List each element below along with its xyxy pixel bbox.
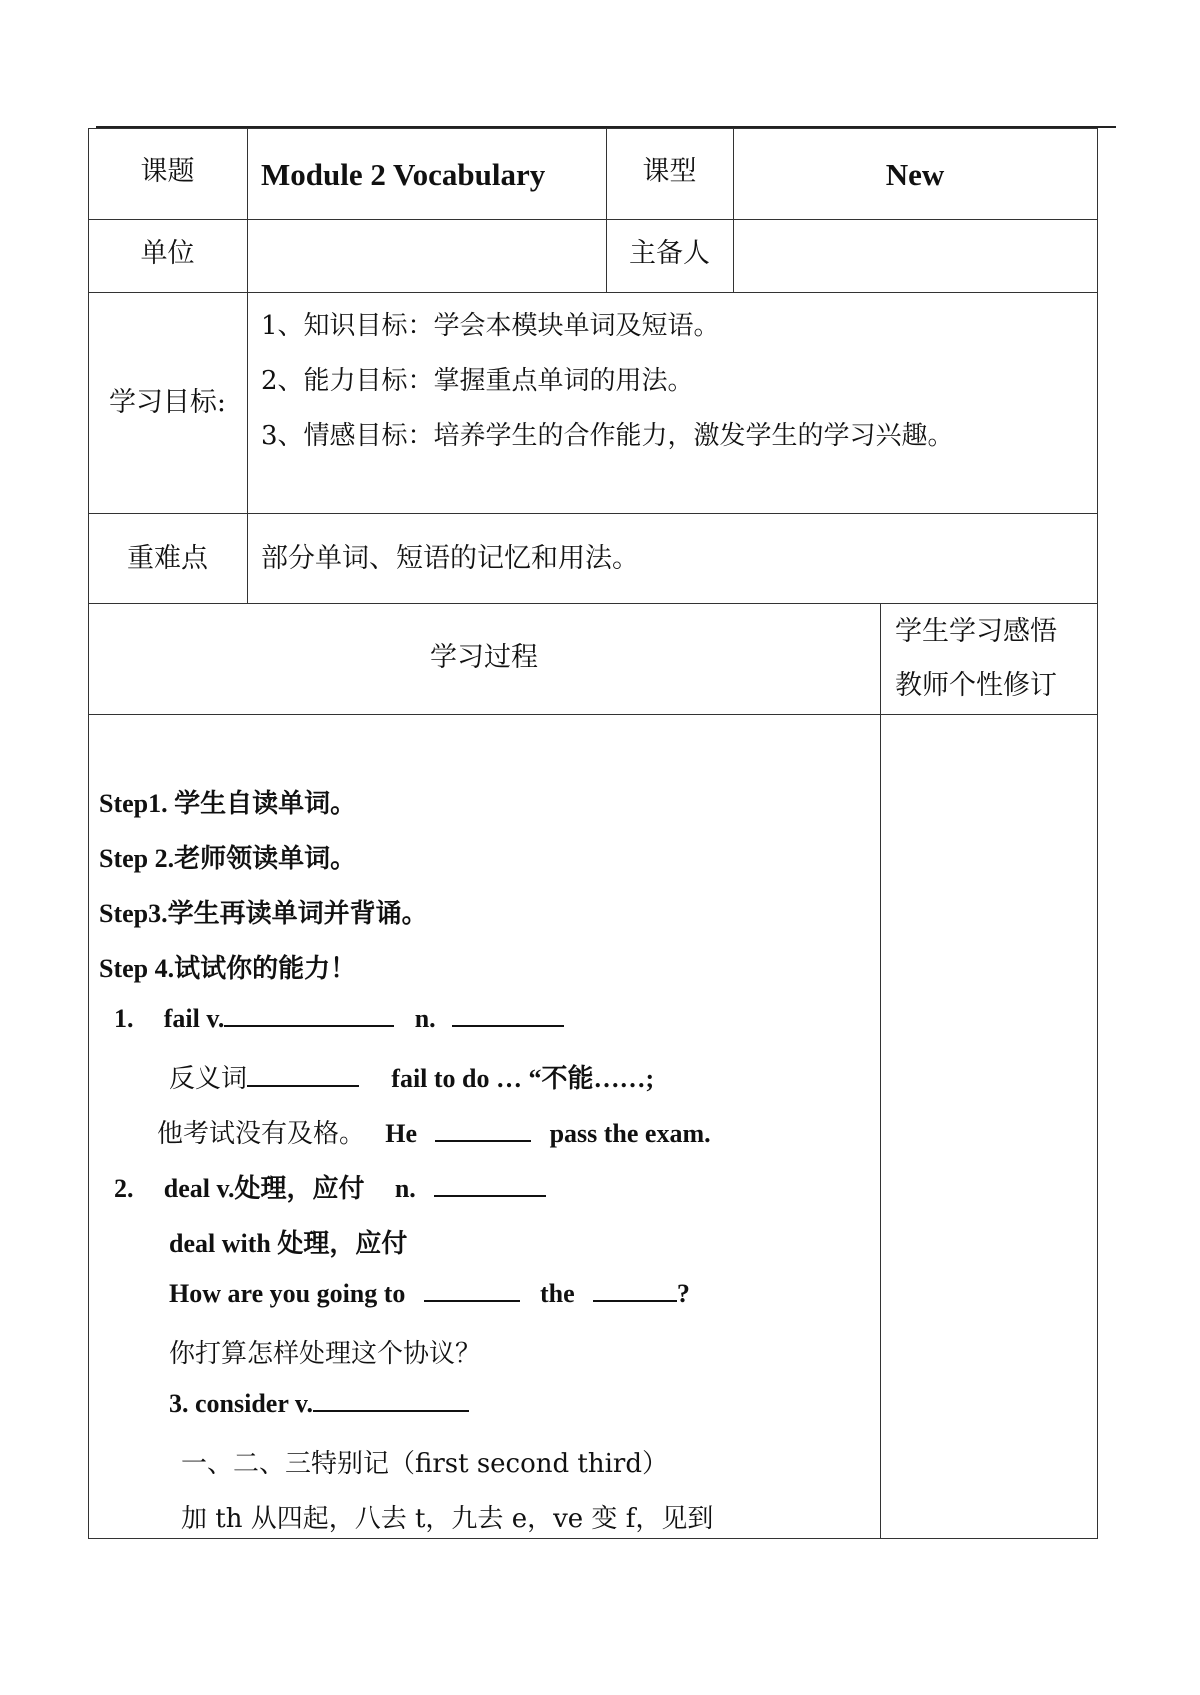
- table-border-top: [88, 128, 1098, 129]
- item-1-number: 1.: [114, 1004, 134, 1033]
- table-border-bottom: [88, 1538, 1098, 1539]
- row-divider-4: [88, 603, 1098, 604]
- key-points-value: 部分单词、短语的记忆和用法。: [261, 543, 639, 574]
- item-1-blank-example[interactable]: [435, 1118, 531, 1142]
- step-1: Step1. 学生自读单词。: [99, 789, 357, 818]
- item-1-noun: n.: [414, 1004, 436, 1033]
- item-1-example-cn: 他考试没有及格。: [157, 1119, 366, 1149]
- type-label: 课型: [642, 156, 697, 187]
- item-1-example-line: [157, 1113, 711, 1150]
- label-column-divider: [247, 128, 248, 603]
- row-divider-1: [88, 219, 1098, 220]
- table-border-right: [1097, 128, 1098, 1538]
- unit-label: 单位: [140, 238, 195, 269]
- item-1-blank-noun[interactable]: [452, 1003, 564, 1027]
- objective-item-2: 2、能力目标：掌握重点单词的用法。: [261, 366, 694, 396]
- row-divider-3: [88, 513, 1098, 514]
- ordinal-rule-1: 一、二、三特别记（first second third）: [181, 1449, 669, 1479]
- item-2-blank-object[interactable]: [593, 1278, 677, 1302]
- item-1-he: He: [385, 1119, 418, 1148]
- topic-value: Module 2 Vocabulary: [261, 157, 546, 192]
- row-divider-2: [88, 292, 1098, 293]
- item-3-consider: 3. consider v.: [169, 1389, 313, 1418]
- item-2-question-line: [169, 1278, 690, 1309]
- process-header-label: 学习过程: [430, 642, 538, 673]
- type-value: New: [885, 157, 945, 192]
- step-3: Step3.学生再读单词并背诵。: [99, 899, 428, 928]
- item-2-deal: deal v.处理，应付: [163, 1174, 365, 1203]
- key-points-label: 重难点: [127, 543, 208, 574]
- topic-label: 课题: [140, 156, 195, 187]
- item-1-blank-antonym[interactable]: [247, 1063, 359, 1087]
- process-side-line-1: 学生学习感悟: [895, 616, 1057, 647]
- item-2-the: the: [539, 1279, 575, 1308]
- item-1-blank-verb[interactable]: [224, 1003, 394, 1027]
- preparer-label: 主备人: [629, 238, 710, 269]
- table-border-left: [88, 128, 89, 1538]
- ordinal-rule-2: 加 th 从四起，八去 t，九去 e，ve 变 f，见到: [181, 1504, 714, 1534]
- item-1-pass: pass the exam.: [549, 1119, 711, 1148]
- objective-item-1: 1、知识目标：学会本模块单词及短语。: [261, 311, 720, 341]
- item-2-example-cn: 你打算怎样处理这个协议？: [169, 1339, 482, 1369]
- step-2: Step 2.老师领读单词。: [99, 844, 357, 873]
- objectives-label: 学习目标:: [108, 387, 227, 418]
- objective-item-3: 3、情感目标：培养学生的合作能力，激发学生的学习兴趣。: [261, 421, 954, 451]
- item-1-antonym-label: 反义词: [169, 1064, 248, 1094]
- item-1-antonym-line: [169, 1058, 654, 1095]
- exercise-item-3: [169, 1388, 469, 1419]
- item-2-question-mark: ?: [676, 1279, 690, 1308]
- item-2-number: 2.: [114, 1174, 134, 1203]
- row-divider-5: [88, 714, 1098, 715]
- header-column-divider-3: [733, 128, 734, 292]
- item-3-blank[interactable]: [313, 1388, 469, 1412]
- item-1-fail: fail v.: [163, 1004, 225, 1033]
- process-side-divider: [880, 603, 881, 1538]
- item-2-question: How are you going to: [169, 1279, 406, 1308]
- item-2-phrase: deal with 处理，应付: [169, 1229, 408, 1258]
- exercise-item-2: [114, 1168, 546, 1205]
- item-1-phrase: fail to do … “不能……;: [391, 1064, 655, 1093]
- item-2-blank-noun[interactable]: [434, 1173, 546, 1197]
- step-4: Step 4.试试你的能力！: [99, 954, 357, 983]
- item-2-blank-verb[interactable]: [424, 1278, 520, 1302]
- exercise-item-1: [114, 1003, 564, 1034]
- item-2-noun: n.: [394, 1174, 416, 1203]
- process-side-line-2: 教师个性修订: [895, 670, 1057, 701]
